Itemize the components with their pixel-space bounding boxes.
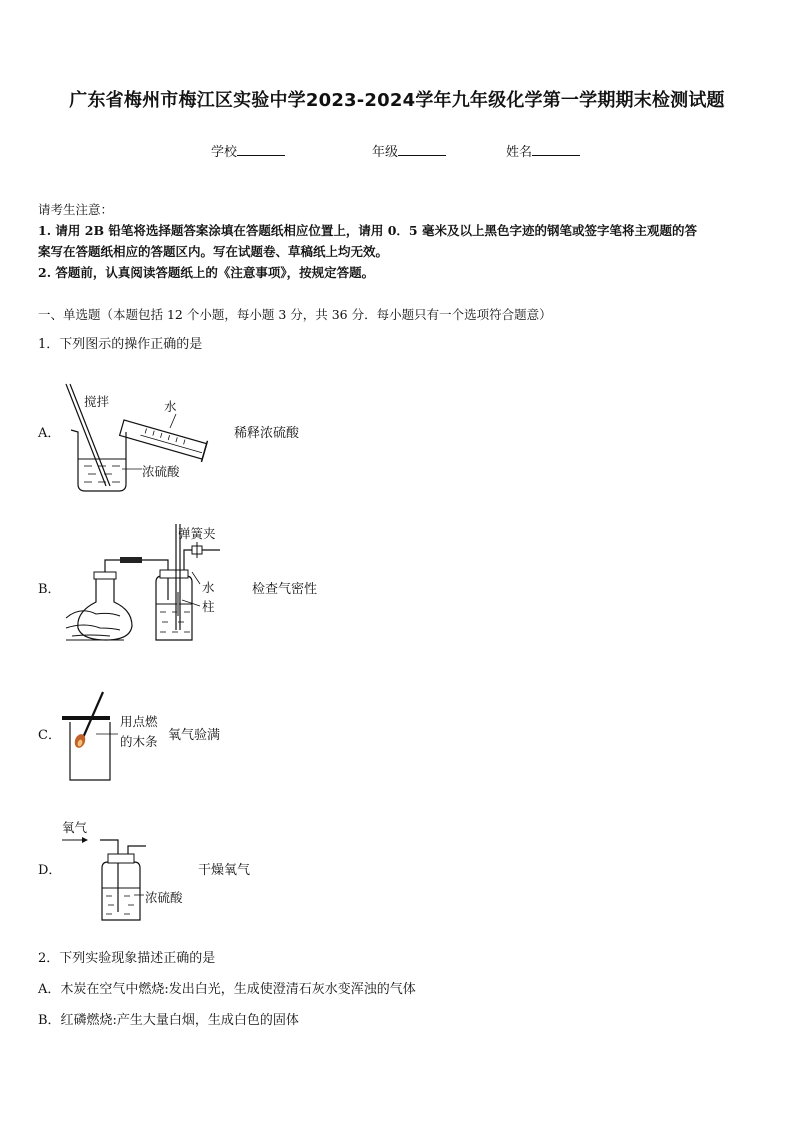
q1-option-d-label: D．	[38, 863, 62, 878]
section-heading: 一、单选题（本题包括 12 个小题，每小题 3 分，共 36 分．每小题只有一个选项符合题意）	[38, 307, 552, 322]
q1-c-caption: 氧气验满	[168, 728, 221, 743]
q1-b-caption: 检查气密性	[252, 582, 318, 597]
q1-c-stick-label-2: 的木条	[120, 734, 158, 749]
q1-a-caption: 稀释浓硫酸	[234, 426, 300, 441]
q1-option-b-label: B．	[38, 582, 61, 597]
notice-line-1b: 案写在答题纸相应的答题区内。写在试题卷、草稿纸上均无效。	[38, 244, 389, 259]
q2-option-a: A．木炭在空气中燃烧:发出白光，生成使澄清石灰水变浑浊的气体	[38, 982, 416, 997]
notice-heading: 请考生注意：	[38, 202, 114, 217]
q1-b-column-label-2: 柱	[202, 599, 215, 614]
q1-d-caption: 干燥氧气	[198, 863, 251, 878]
q1-a-stir-label: 搅拌	[84, 394, 110, 409]
q1-c-stick-label-1: 用点燃	[120, 714, 158, 729]
q1-stem: 1．下列图示的操作正确的是	[38, 337, 203, 352]
q2-stem: 2．下列实验现象描述正确的是	[38, 951, 216, 966]
q1-d-acid-label: 浓硫酸	[145, 890, 183, 905]
notice-line-2: 2. 答题前，认真阅读答题纸上的《注意事项》，按规定答题。	[38, 265, 375, 280]
q2-option-b: B．红磷燃烧:产生大量白烟，生成白色的固体	[38, 1013, 299, 1028]
q1-a-acid-label: 浓硫酸	[142, 464, 180, 479]
name-label: 姓名	[506, 145, 533, 160]
q1-option-c-label: C．	[38, 728, 61, 743]
q1-d-gas-label: 氧气	[62, 820, 88, 835]
q1-option-a-label: A．	[38, 426, 61, 441]
school-label: 学校	[211, 145, 238, 160]
q1-b-clamp-label: 弹簧夹	[178, 526, 216, 541]
q1-b-column-label-1: 水	[202, 580, 215, 595]
grade-label: 年级	[372, 145, 399, 160]
page-title: 广东省梅州市梅江区实验中学2023-2024学年九年级化学第一学期期末检测试题	[69, 90, 725, 111]
notice-line-1a: 1. 请用 2B 铅笔将选择题答案涂填在答题纸相应位置上，请用 0．5 毫米及以上黑色字迹的钢笔或签字笔将主观题的答	[38, 223, 697, 238]
q1-a-water-label: 水	[164, 399, 177, 414]
